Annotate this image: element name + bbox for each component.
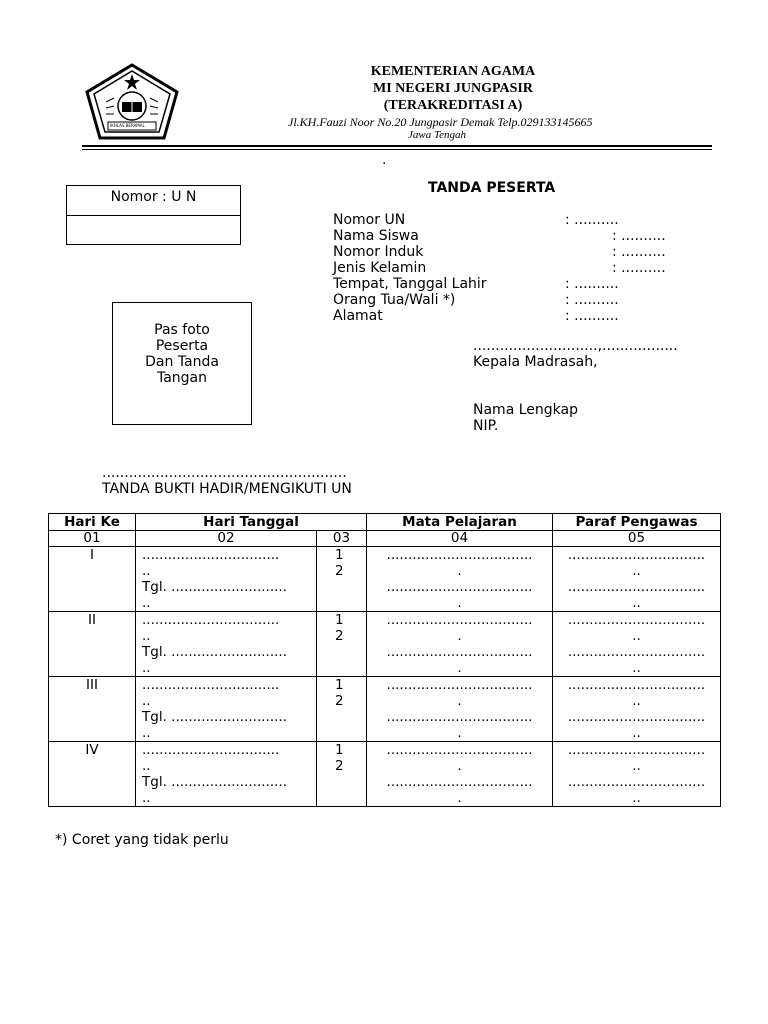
day-number: IV (49, 742, 136, 807)
date-dots: ................................ (142, 742, 280, 758)
subject-dots: .................................. (386, 644, 533, 660)
subject-dots-wrap: . (457, 660, 462, 676)
paraf-dots: ................................ (567, 644, 706, 660)
session-1: 1 (335, 612, 344, 628)
subject-dots-wrap: . (457, 595, 462, 611)
session-2: 2 (335, 693, 344, 709)
subject-dots: .................................. (386, 612, 533, 628)
tgl-dots-wrap: .. (142, 725, 151, 741)
header-school: MI NEGERI JUNGPASIR (373, 81, 533, 96)
signature-place-date: ............................,................. (473, 338, 678, 354)
nomor-un-label: Nomor : U N (67, 186, 240, 216)
date-cell (136, 547, 317, 612)
header-paraf-pengawas: Paraf Pengawas (553, 514, 721, 531)
session-1: 1 (335, 677, 344, 693)
field-label-alamat: Alamat (333, 308, 383, 324)
photo-box-line2: Peserta (155, 338, 209, 354)
header-rule-thick (82, 145, 712, 147)
header-mata-pelajaran: Mata Pelajaran (367, 514, 553, 531)
day-number: I (49, 547, 136, 612)
signature-cell (553, 547, 721, 612)
tgl-dots: Tgl. ........................... (142, 644, 288, 660)
subject-cell (367, 677, 553, 742)
signature-role: Kepala Madrasah, (473, 354, 598, 370)
subject-dots: .................................. (386, 709, 533, 725)
day-number: III (49, 677, 136, 742)
photo-box-line4: Tangan (156, 370, 208, 386)
header-rule-thin (82, 149, 712, 150)
session-cell (317, 677, 367, 742)
session-1: 1 (335, 547, 344, 563)
paraf-dots-wrap: .. (632, 725, 641, 741)
table-row (49, 547, 721, 612)
subject-cell (367, 742, 553, 807)
header-accreditation: (TERAKREDITASI A) (383, 98, 523, 113)
paraf-dots-wrap: .. (632, 595, 641, 611)
date-dots-wrap: .. (142, 758, 151, 774)
col-number: 02 (136, 531, 317, 547)
paraf-dots: ................................ (567, 709, 706, 725)
paraf-dots-wrap: .. (632, 563, 641, 579)
footnote: *) Coret yang tidak perlu (55, 832, 229, 848)
subject-dots-wrap: . (457, 725, 462, 741)
tgl-dots: Tgl. ........................... (142, 709, 288, 725)
photo-box-line3: Dan Tanda (145, 354, 219, 370)
subject-cell (367, 612, 553, 677)
subject-dots: .................................. (386, 579, 533, 595)
session-2: 2 (335, 628, 344, 644)
subject-dots: .................................. (386, 547, 533, 563)
tgl-dots-wrap: .. (142, 595, 151, 611)
signature-cell (553, 612, 721, 677)
subject-dots: .................................. (386, 742, 533, 758)
tgl-dots-wrap: .. (142, 660, 151, 676)
nomor-un-box (66, 185, 241, 245)
subject-dots-wrap: . (457, 563, 462, 579)
date-cell (136, 612, 317, 677)
subject-dots-wrap: . (457, 758, 462, 774)
tgl-dots: Tgl. ........................... (142, 774, 288, 790)
paraf-dots: ................................ (567, 742, 706, 758)
signature-name: Nama Lengkap (473, 402, 578, 418)
table-row (49, 677, 721, 742)
header-hari-tanggal: Hari Tanggal (136, 514, 367, 531)
field-label-orang-tua: Orang Tua/Wali *) (333, 292, 456, 308)
paraf-dots: ................................ (567, 612, 706, 628)
header-region: Jawa Tengah (408, 129, 466, 141)
session-cell (317, 742, 367, 807)
field-value-nama-siswa: : .......... (612, 228, 666, 244)
session-cell (317, 612, 367, 677)
field-label-nama-siswa: Nama Siswa (333, 228, 419, 244)
page-title: TANDA PESERTA (428, 180, 556, 196)
date-dots: ................................ (142, 677, 280, 693)
col-number: 04 (367, 531, 553, 547)
session-2: 2 (335, 758, 344, 774)
field-value-jenis-kelamin: : .......... (612, 260, 666, 276)
date-dots-wrap: .. (142, 693, 151, 709)
field-label-jenis-kelamin: Jenis Kelamin (333, 260, 427, 276)
tgl-dots-wrap: .. (142, 790, 151, 806)
kemenag-logo-icon (84, 62, 180, 142)
field-label-nomor-un: Nomor UN (333, 212, 406, 228)
field-value-alamat: : .......... (565, 308, 619, 324)
paraf-dots-wrap: .. (632, 693, 641, 709)
subject-dots-wrap: . (457, 693, 462, 709)
subject-dots: .................................. (386, 774, 533, 790)
paraf-dots: ................................ (567, 774, 706, 790)
header-hari-ke: Hari Ke (49, 514, 136, 531)
paraf-dots: ................................ (567, 547, 706, 563)
table-row (49, 742, 721, 807)
col-number: 01 (49, 531, 136, 547)
field-label-nomor-induk: Nomor Induk (333, 244, 424, 260)
signature-cell (553, 742, 721, 807)
logo-caption: IKHLAS BERAMAL (110, 123, 145, 128)
table-number-row (49, 531, 721, 547)
date-cell (136, 742, 317, 807)
photo-box (112, 302, 252, 425)
session-cell (317, 547, 367, 612)
table-header-row (49, 514, 721, 531)
attendance-dots-line: ....................................................... (102, 465, 347, 481)
attendance-title: TANDA BUKTI HADIR/MENGIKUTI UN (102, 481, 352, 497)
date-dots-wrap: .. (142, 563, 151, 579)
paraf-dots-wrap: .. (632, 660, 641, 676)
date-dots: ................................ (142, 612, 280, 628)
field-value-ttl: : .......... (565, 276, 619, 292)
signature-nip: NIP. (473, 418, 499, 434)
subject-dots-wrap: . (457, 790, 462, 806)
paraf-dots: ................................ (567, 677, 706, 693)
subject-dots: .................................. (386, 677, 533, 693)
field-value-nomor-un: : .......... (565, 212, 619, 228)
date-cell (136, 677, 317, 742)
date-dots-wrap: .. (142, 628, 151, 644)
paraf-dots-wrap: .. (632, 628, 641, 644)
day-number: II (49, 612, 136, 677)
field-value-orang-tua: : .......... (565, 292, 619, 308)
subject-dots-wrap: . (457, 628, 462, 644)
paraf-dots: ................................ (567, 579, 706, 595)
header-address: Jl.KH.Fauzi Noor No.20 Jungpasir Demak Telp.029133145665 (288, 115, 593, 129)
col-number: 03 (317, 531, 367, 547)
header-ministry: KEMENTERIAN AGAMA (370, 64, 536, 79)
field-label-ttl: Tempat, Tanggal Lahir (333, 276, 487, 292)
col-number: 05 (553, 531, 721, 547)
photo-box-line1: Pas foto (154, 322, 210, 338)
subject-cell (367, 547, 553, 612)
paraf-dots-wrap: .. (632, 790, 641, 806)
signature-cell (553, 677, 721, 742)
header-dot: . (382, 152, 387, 168)
table-row (49, 612, 721, 677)
attendance-table (48, 513, 721, 807)
paraf-dots-wrap: .. (632, 758, 641, 774)
tgl-dots: Tgl. ........................... (142, 579, 288, 595)
session-1: 1 (335, 742, 344, 758)
field-value-nomor-induk: : .......... (612, 244, 666, 260)
date-dots: ................................ (142, 547, 280, 563)
session-2: 2 (335, 563, 344, 579)
